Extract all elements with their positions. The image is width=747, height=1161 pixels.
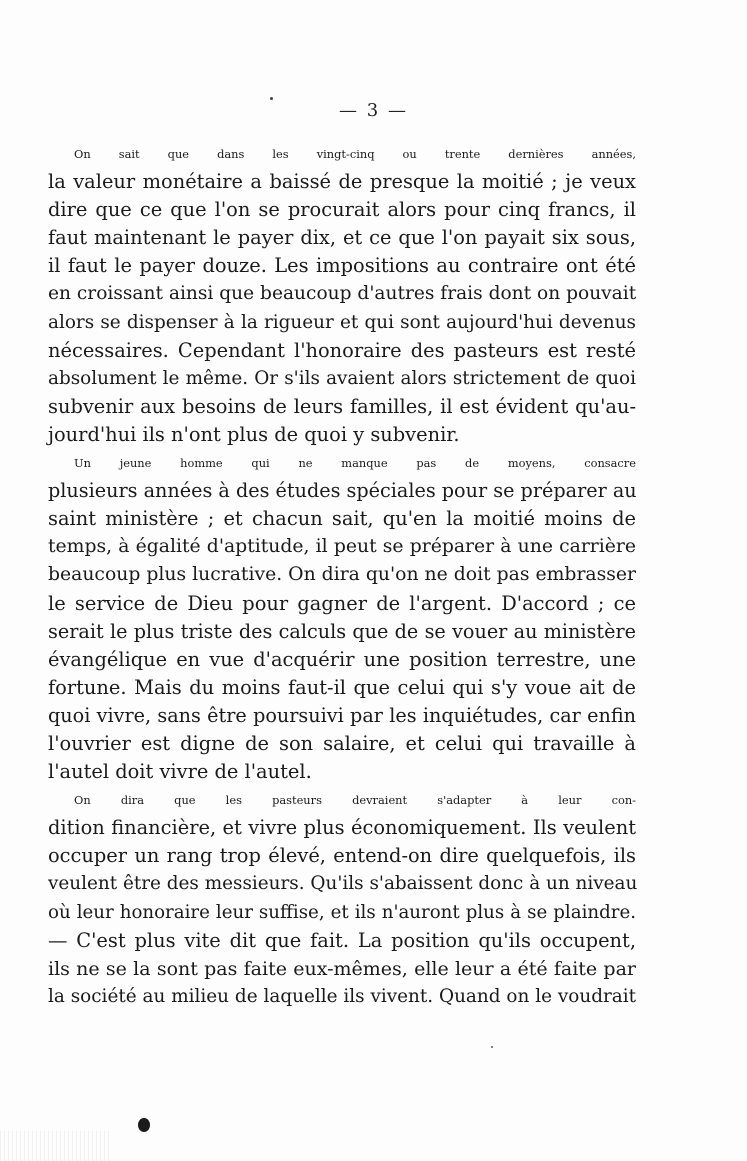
- ink-speck: [491, 1046, 493, 1048]
- text-line: fortune. Mais du moins faut-il que celui qui s'y voue ait de: [48, 675, 636, 699]
- scan-edge-noise: [0, 1131, 110, 1161]
- text-line: nécessaires. Cependant l'honoraire des pasteurs est resté: [48, 338, 636, 362]
- text-line: alors se dispenser à la rigueur et qui sont aujourd'hui devenus: [48, 311, 636, 333]
- text-line: veulent être des messieurs. Qu'ils s'abaissent donc à un niveau: [48, 873, 638, 895]
- text-line: temps, à égalité d'aptitude, il peut se préparer à une carrière: [48, 536, 636, 558]
- text-line: Un jeune homme qui ne manque pas de moyens, consacre: [74, 456, 636, 471]
- text-line: jourd'hui ils n'ont plus de quoi y subvenir.: [48, 422, 460, 446]
- text-line: le service de Dieu pour gagner de l'argent. D'accord ; ce: [48, 591, 636, 615]
- text-line: évangélique en vue d'acquérir une position terrestre, une: [48, 647, 636, 671]
- paragraph-1: [48, 140, 636, 449]
- text-line: dition financière, et vivre plus économiquement. Ils veulent: [48, 816, 636, 840]
- text-line: faut maintenant le payer dix, et ce que l'on payait six sous,: [48, 226, 636, 250]
- paragraph-2: [48, 449, 636, 786]
- text-line: saint ministère ; et chacun sait, qu'en la moitié moins de: [48, 507, 636, 531]
- text-line: dire que ce que l'on se procurait alors pour cinq francs, il: [48, 198, 636, 222]
- text-line: où leur honoraire leur suffise, et ils n'auront plus à se plaindre.: [48, 901, 636, 923]
- paragraph-3: [48, 786, 636, 1011]
- text-line: la société au milieu de laquelle ils vivent. Quand on le voudrait: [48, 985, 636, 1007]
- text-line: en croissant ainsi que beaucoup d'autres frais dont on pouvait: [48, 283, 637, 305]
- text-line: serait le plus triste des calculs que de se vouer au ministère: [48, 619, 636, 643]
- text-line: quoi vivre, sans être poursuivi par les inquiétudes, car enfin: [48, 703, 636, 727]
- text-line: — C'est plus vite dit que fait. La position qu'ils occupent,: [48, 928, 636, 952]
- text-line: subvenir aux besoins de leurs familles, il est évident qu'au-: [48, 394, 636, 418]
- text-line: l'autel doit vivre de l'autel.: [48, 760, 312, 784]
- text-line: absolument le même. Or s'ils avaient alors strictement de quoi: [48, 367, 636, 389]
- text-line: l'ouvrier est digne de son salaire, et celui qui travaille à: [48, 731, 636, 755]
- text-line: il faut le payer douze. Les impositions au contraire ont été: [48, 254, 636, 278]
- text-line: beaucoup plus lucrative. On dira qu'on ne doit pas embrasser: [48, 564, 636, 586]
- page-number: — 3 —: [339, 100, 408, 121]
- text-line: On sait que dans les vingt-cinq ou trente dernières années,: [74, 147, 636, 161]
- text-line: On dira que les pasteurs devraient s'adapter à leur con-: [74, 793, 636, 808]
- text-line: ils ne se la sont pas faite eux-mêmes, elle leur a été faite par: [48, 957, 636, 980]
- text-line: la valeur monétaire a baissé de presque la moitié ; je veux: [48, 170, 636, 194]
- ink-blot: [138, 1118, 150, 1132]
- text-line: occuper un rang trop élevé, entend-on dire quelquefois, ils: [48, 844, 636, 868]
- text-line: plusieurs années à des études spéciales pour se préparer au: [48, 479, 637, 503]
- body-text: [48, 140, 636, 1011]
